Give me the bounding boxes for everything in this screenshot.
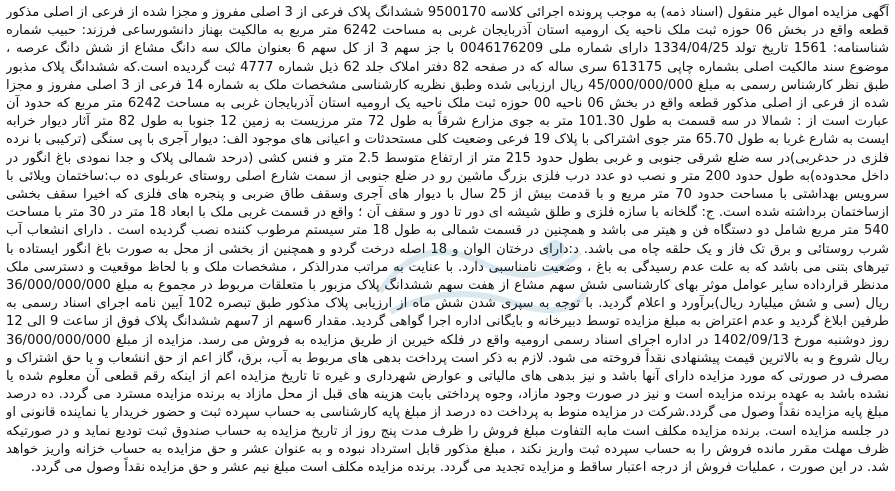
- auction-notice: [6, 4, 889, 487]
- auction-notice-text: آگهی مزایده اموال غیر منقول (اسناد ذمه) به موجب پرونده اجرائی کلاسه 9500170 ششدانگ پلاک فرعی از 3 اصلی مفروز و مجزا شده از فرعی از اصلی مذکور قطعه واقع در بخش 06 حوزه ثبت ملک ناحیه یک ارومیه استان آذربایجان غربی به مساحت 6242 متر مربع به مالکیت بهناز دانشورساعی فرزند: حبیب شماره شناسنامه: 1561 تاریخ تولد 1334/04/25 دارای شماره ملی 0046176209 با جز سهم 3 از کل سهم 6 بعنوان مالک سه دانگ مشاع از شش دانگ عرصه ، موضوع سند مالکیت اصلی بشماره چاپی 613175 سری ساله که در صفحه 82 دفتر املاک جلد 62 ذیل شماره 4777 ثبت گردیده است.که ششدانگ پلاک مذبور طبق نظر کارشناس رسمی به مبلغ 45/000/000/000 ریال ارزیابی شده وطبق نظریه کارشناسی مشخصات ملک به شماره 14 فرعی از 3 اصلی مفروز و مجزا شده از فرعی از اصلی مذکور قطعه واقع در بخش 06 ناحیه 00 حوزه ثبت ملک ناحیه یک ارومیه استان آذربایجان غربی به مساحت 6242 متر مربع که حدود آن عبارت است از : شمالا در سه قسمت به طول 101.30 متر به جوی مزارع شرقاً به طول 72 متر مرزیست به زمین 12 جنوبا به طول 82 متر آثار دیوار خرابه ایست به شارع غربا به طول 65.70 متر جوی اشتراکی با پلاک 19 فرعی وضعیت کلی مستحدثات و اعیانی های موجود الف: دیوار آجری با پی سنگی (ترکیبی با نرده فلزی در حدغربی)در سه ضلع شرقی جنوبی و غربی بطول حدود 215 متر از ارتفاع متوسط 2.5 متر و فنس کشی (درحد شمالی پلاک و جدا نمودی باغ انگور در داخل محدوده)به طول حدود 200 متر و نصب دو عدد درب فلزی بزرگ ماشین رو در ضلع جنوبی از سمت شارع اصلی روستای عربلوی ده ب:ساختمان ویلائی با سرویس بهداشتی با مساحت حدود 70 متر مربع و با قدمت بیش از 25 سال با دیوار های آجری وسقف طاق ضربی و پنجره های فلزی که اخیرا سقف بخشی ازساختمان برداشته شده است. ج: گلخانه با سازه فلزی و طلق شیشه ای دور تا دور و سقف آن ؛ واقع در قسمت غربی ملک با ابعاد 18 متر در 30 متر با مساحت 540 متر مربع شامل دو دستگاه فن و هیتر می باشد و همچنین در قسمت شمالی به طول 18 متر سیستم مرطوب کننده نصب گردیده است . دارای انشعاب آب شرب روستائی و برق تک فاز و یک حلقه چاه می باشد. د:دارای درختان الوان و 18 اصله درخت گردو و همچنین از بخشی از محل به صورت باغ انگور ایستاده با تیرهای بتنی می باشد که به علت عدم رسیدگی به باغ ، وضعیت نامناسبی دارد. با عنایت به مراتب مدرالذکر ، مشخصات ملک و با لحاظ موقعیت و دسترسی ملک مدنظر قرارداده سایر عوامل موثر بهای کارشناسی شش سهم مشاع از هفت سهم ششدانگ پلاک مزبور با متعلقات مربوط در مجموع به مبلغ 36/000/000/000 ریال (سی و شش میلیارد ریال)برآورد و اعلام گردید. با توجه به سپری شدن شش ماه از ارزیابی پلاک مذکور طبق تبصره 102 آیین نامه اجرای اسناد رسمی به طرفین ابلاغ گردید و عدم اعتراض به مبلغ مزایده توسط دبیرخانه و بایگانی اداره اجرا گواهی گردید. مقدار 6سهم از 7سهم ششدانگ پلاک فوق از ساعت 9 الی 12 روز دوشنبه مورخ 1402/09/13 در اداره اجرای اسناد رسمی ارومیه واقع در فلکه خیرین از طریق مزایده به فروش می رسد. مزایده از مبلغ 36/000/000/000 ریال شروع و به بالاترین قیمت پیشنهادی نقداً فروخته می شود. لازم به ذکر است پرداخت بدهی های مربوط به آب، برق، گاز اعم از حق انشعاب و یا حق اشتراک و مصرف در صورتی که مورد مزایده دارای آنها باشد و نیز بدهی های مالیاتی و عوارض شهرداری و غیره تا تاریخ مزایده اعم از اینکه رقم قطعی آن معلوم شده یا نشده باشد به عهده برنده مزایده است و نیز در صورت وجود مازاد، وجوه پرداختی بابت هزینه های قبل از محل مازاد به برنده مزایده مسترد می گردد. ده درصد مبلغ پایه مزایده نقداً وصول می گردد.شرکت در مزایده منوط به پرداخت ده درصد از مبلغ پایه کارشناسی به حساب سپرده ثبت و حضور خریدار یا نماینده قانونی او در جلسه مزایده است. برنده مزایده مکلف است مابه التفاوت مبلغ فروش را ظرف مدت پنج روز از تاریخ مزایده به حساب صندوق ثبت تودیع نماید و در صورتیکه ظرف مهلت مقرر مانده فروش را به حساب سپرده ثبت واریز نکند ، مبلغ مذکور قابل استرداد نبوده و به عنوان عشر و حق مزایده به حساب خزانه واریز خواهد شد. در این صورت ، عملیات فروش از درجه اعتبار ساقط و مزایده تجدید می گردد. برنده مزایده مکلف است مبلغ نیم عشر و حق مزایده نقداً وصول می گردد.: [6, 5, 889, 476]
